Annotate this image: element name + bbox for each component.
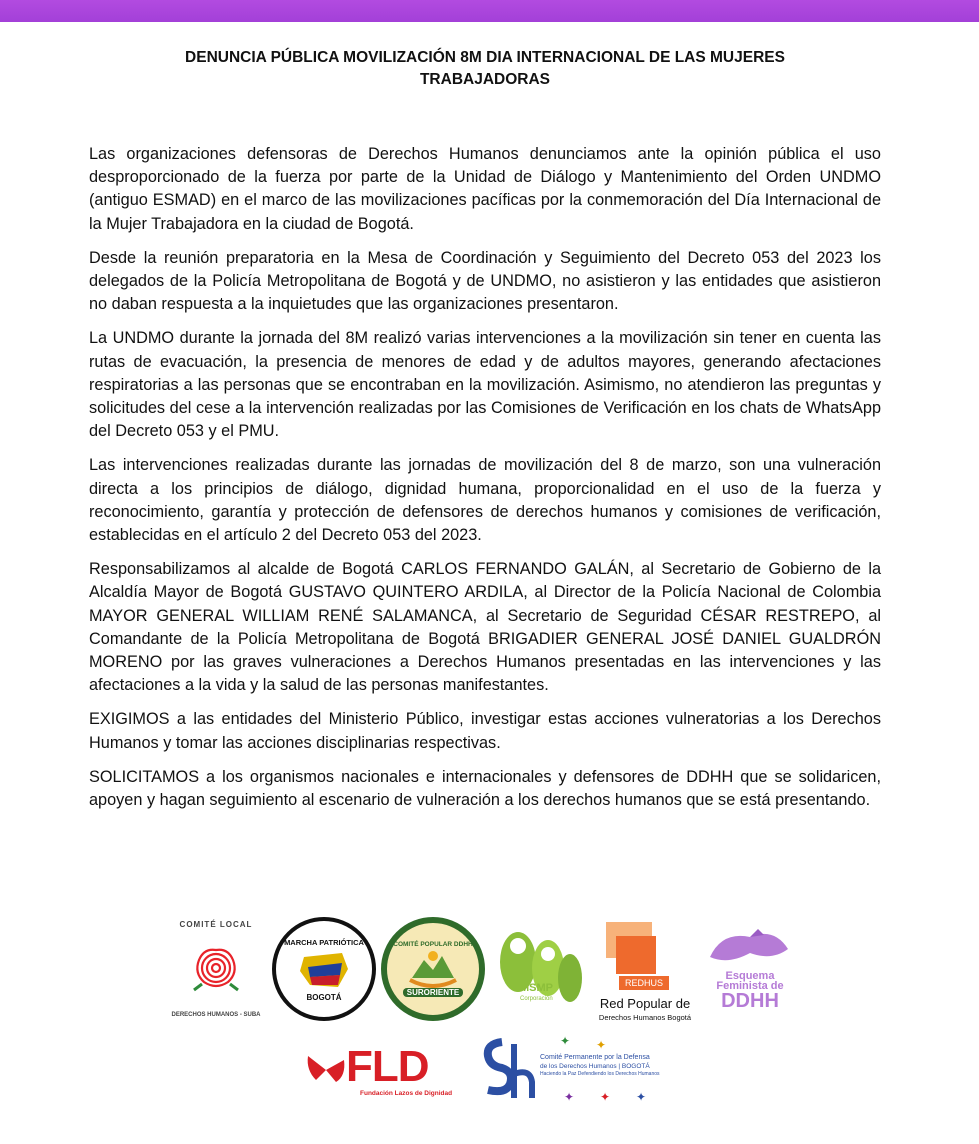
comite-local-top-text: COMITÉ LOCAL <box>179 920 253 929</box>
rose-icon <box>166 918 266 1018</box>
document-body <box>89 143 881 823</box>
fld-logo <box>306 1042 466 1102</box>
cpdh-line-1: Comité Permanente por la Defensa <box>540 1054 650 1061</box>
comite-local-bottom-text: DERECHOS HUMANOS - SUBA <box>171 1012 261 1018</box>
esquema-line-3: DDHH <box>721 990 779 1012</box>
cpdh-line-3: Haciendo la Paz Defendiendo los Derechos Humanos <box>540 1071 660 1077</box>
comite-local-logo <box>166 918 266 1018</box>
dove-icon: ✦ <box>564 1090 575 1104</box>
paragraph-1: Las organizaciones defensoras de Derechos Humanos denunciamos ante la opinión pública el uso desproporcionado de la fuerza por parte de la Unidad de Diálogo y Mantenimiento del Orden UNDMO (antiguo ESMAD) en el marco de las movilizaciones pacíficas por la conmemoración del Día Internacional de la Mujer Trabajadora en la ciudad de Bogotá. <box>89 145 881 233</box>
butterfly-icon <box>306 1050 346 1090</box>
redhus-badge: REDHUS <box>619 976 669 990</box>
comite-popular-ddhh-logo <box>381 917 485 1021</box>
msmp-logo <box>490 922 586 1014</box>
esquema-feminista-logo <box>702 925 798 1017</box>
cpdh-logo <box>480 1034 670 1112</box>
dove-icon: ✦ <box>600 1090 611 1104</box>
ribbon-icon <box>702 925 798 965</box>
esquema-line-1: Esquema <box>725 970 775 982</box>
document-title <box>110 47 860 91</box>
title-line-1: DENUNCIA PÚBLICA MOVILIZACIÓN 8M DIA INTERNACIONAL DE LAS MUJERES <box>185 49 785 66</box>
cpdh-line-2: de los Derechos Humanos | BOGOTÁ <box>540 1063 650 1070</box>
top-accent-bar <box>0 0 979 22</box>
redhus-line-2: Derechos Humanos Bogotá <box>598 1013 692 1022</box>
msmp-sub: Corporación <box>520 996 553 1002</box>
fld-sub: Fundación Lazos de Dignidad <box>360 1090 453 1097</box>
dove-icon: ✦ <box>636 1090 647 1104</box>
msmp-name: MSMP <box>520 982 553 994</box>
cpdh-monogram-icon <box>480 1038 540 1102</box>
comite-popular-bottom-text: SURORIENTE <box>403 988 463 997</box>
marcha-patriotica-logo <box>272 917 376 1021</box>
redhus-line-1: Red Popular de <box>599 996 691 1011</box>
redhus-square-dark <box>616 936 656 974</box>
paragraph-3: La UNDMO durante la jornada del 8M realizó varias intervenciones a la movilización sin tener en cuenta las rutas de evacuación, la presencia de menores de edad y de adultos mayores, generando afectaciones respiratorias a las personas que se encontraban en la movilización. Asimismo, no atendieron las preguntas y solicitudes del cese a la intervención realizadas por las Comisiones de Verificación en los chats de WhatsApp del Decreto 053 y el PMU. <box>89 329 881 441</box>
paragraph-6: EXIGIMOS a las entidades del Ministerio Público, investigar estas acciones vulneratorias a los Derechos Humanos y tomar las acciones disciplinarias respectivas. <box>89 710 881 752</box>
paragraph-2: Desde la reunión preparatoria en la Mesa de Coordinación y Seguimiento del Decreto 053 del 2023 los delegados de la Policía Metropolitana de Bogotá y de UNDMO, no asistieron y las entidades que asistieron no daban respuesta a la inquietudes que las organizaciones presentaron. <box>89 248 881 314</box>
marcha-top-text: MARCHA PATRIÓTICA <box>284 938 364 947</box>
dove-icon: ✦ <box>596 1038 607 1052</box>
fld-name: FLD <box>346 1042 429 1091</box>
hands-mountain-icon <box>406 948 460 988</box>
redhus-logo <box>590 922 700 1022</box>
title-line-2: TRABAJADORAS <box>419 71 551 88</box>
marcha-map-icon <box>294 947 354 993</box>
esquema-line-2: Feminista de <box>716 980 784 992</box>
paragraph-4: Las intervenciones realizadas durante las jornadas de movilización del 8 de marzo, son una vulneración directa a los principios de diálogo, dignidad humana, proporcionalidad en el uso de la fuerza y reconocimiento, garantía y protección de defensores de derechos humanos y comisiones de verificación, establecidas en el artículo 2 del Decreto 053 del 2023. <box>89 456 881 545</box>
paragraph-7: SOLICITAMOS a los organismos nacionales e internacionales y defensores de DDHH que se solidaricen, apoyen y hagan seguimiento al escenario de vulneración a los derechos humanos que se está presentando. <box>89 767 881 810</box>
comite-popular-top-text: COMITÉ POPULAR DDHH <box>393 941 473 948</box>
paragraph-5: Responsabilizamos al alcalde de Bogotá CARLOS FERNANDO GALÁN, al Secretario de Gobierno de la Alcaldía Mayor de Bogotá GUSTAVO QUINTERO ARDILA, al Director de la Policía Nacional de Colombia MAYOR GENERAL WILLIAM RENÉ SALAMANCA, al Secretario de Seguridad CÉSAR RESTREPO, al Comandante de la Policía Metropolitana de Bogotá BRIGADIER GENERAL JOSÉ DANIEL GUALDRÓN MORENO por las graves vulneraciones a Derechos Humanos presentadas en las intervenciones y las afectaciones a la vida y la salud de las personas manifestantes. <box>89 560 881 695</box>
marcha-bottom-text: BOGOTÁ <box>306 993 342 1002</box>
dove-icon: ✦ <box>560 1034 571 1048</box>
